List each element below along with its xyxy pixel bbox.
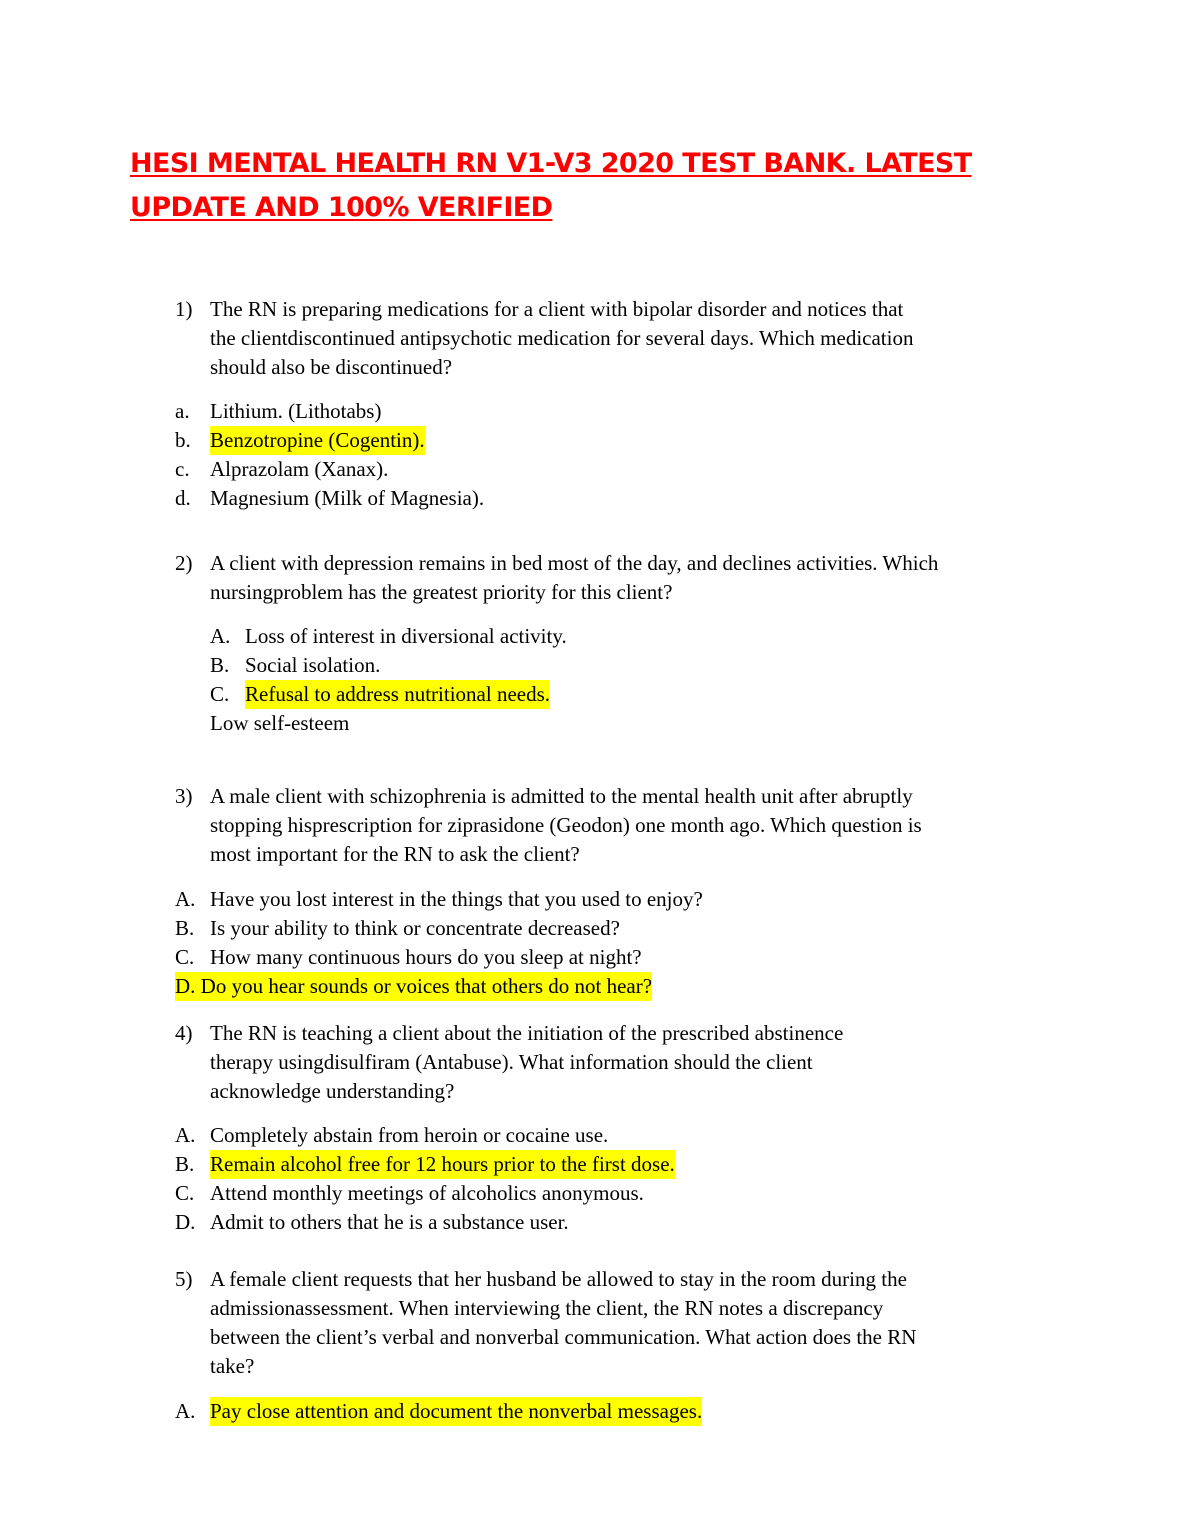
option-text: Have you lost interest in the things that you used to enjoy? [210,887,703,911]
option-text: Attend monthly meetings of alcoholics anonymous. [210,1181,644,1205]
question-text-line: admissionassessment. When interviewing the client, the RN notes a discrepancy [210,1296,884,1320]
option-text: Low self-esteem [210,711,350,735]
option-letter: c. [175,457,190,481]
question-text-line: nursingproblem has the greatest priority for this client? [210,580,673,604]
question-text-line: the clientdiscontinued antipsychotic medication for several days. Which medication [210,326,914,350]
correct-answer-highlight: D. Do you hear sounds or voices that others do not hear? [175,972,652,1001]
option-text: Lithium. (Lithotabs) [210,399,382,423]
correct-answer-highlight: Benzotropine (Cogentin). [210,426,425,455]
question-text-line: should also be discontinued? [210,355,453,379]
title-line-2: UPDATE AND 100% VERIFIED [130,192,553,223]
option-letter: A. [175,1123,196,1147]
option-letter: b. [175,428,191,452]
question-number: 5) [175,1267,193,1291]
correct-answer-highlight: Pay close attention and document the nonverbal messages. [210,1397,702,1426]
question-text-line: The RN is teaching a client about the initiation of the prescribed abstinence [210,1021,844,1045]
question-number: 2) [175,551,193,575]
question-text-line: take? [210,1354,255,1378]
option-text: Alprazolam (Xanax). [210,457,389,481]
title-line-1: HESI MENTAL HEALTH RN V1-V3 2020 TEST BANK. LATEST [130,148,972,179]
option-letter: C. [175,945,195,969]
option-letter: C. [175,1181,195,1205]
option-letter: a. [175,399,190,423]
option-letter: A. [175,887,196,911]
question-text-line: therapy usingdisulfiram (Antabuse). What information should the client [210,1050,813,1074]
option-letter: B. [175,1152,195,1176]
question-text-line: stopping hisprescription for ziprasidone (Geodon) one month ago. Which question is [210,813,922,837]
question-text-line: The RN is preparing medications for a client with bipolar disorder and notices that [210,297,904,321]
question-text-line: A client with depression remains in bed most of the day, and declines activities. Which [210,551,939,575]
document-title [130,142,1030,230]
correct-answer-highlight: Remain alcohol free for 12 hours prior to the first dose. [210,1150,675,1179]
option-text: Completely abstain from heroin or cocaine use. [210,1123,609,1147]
option-text: Loss of interest in diversional activity. [245,624,567,648]
option-letter: D. [175,1210,196,1234]
option-text: Magnesium (Milk of Magnesia). [210,486,485,510]
question-text-line: between the client’s verbal and nonverbal communication. What action does the RN [210,1325,917,1349]
option-text: Is your ability to think or concentrate decreased? [210,916,620,940]
option-text: Admit to others that he is a substance user. [210,1210,569,1234]
correct-answer-highlight: Refusal to address nutritional needs. [245,680,550,709]
option-text: How many continuous hours do you sleep at night? [210,945,642,969]
option-letter: A. [210,624,231,648]
option-letter: B. [210,653,230,677]
question-text-line: A female client requests that her husband be allowed to stay in the room during the [210,1267,907,1291]
option-letter: d. [175,486,191,510]
question-number: 3) [175,784,193,808]
option-text: Social isolation. [245,653,381,677]
question-number: 1) [175,297,193,321]
option-letter: A. [175,1399,196,1423]
question-text-line: A male client with schizophrenia is admitted to the mental health unit after abruptly [210,784,913,808]
question-text-line: most important for the RN to ask the client? [210,842,580,866]
option-letter: B. [175,916,195,940]
question-text-line: acknowledge understanding? [210,1079,455,1103]
option-letter: C. [210,682,230,706]
question-number: 4) [175,1021,193,1045]
